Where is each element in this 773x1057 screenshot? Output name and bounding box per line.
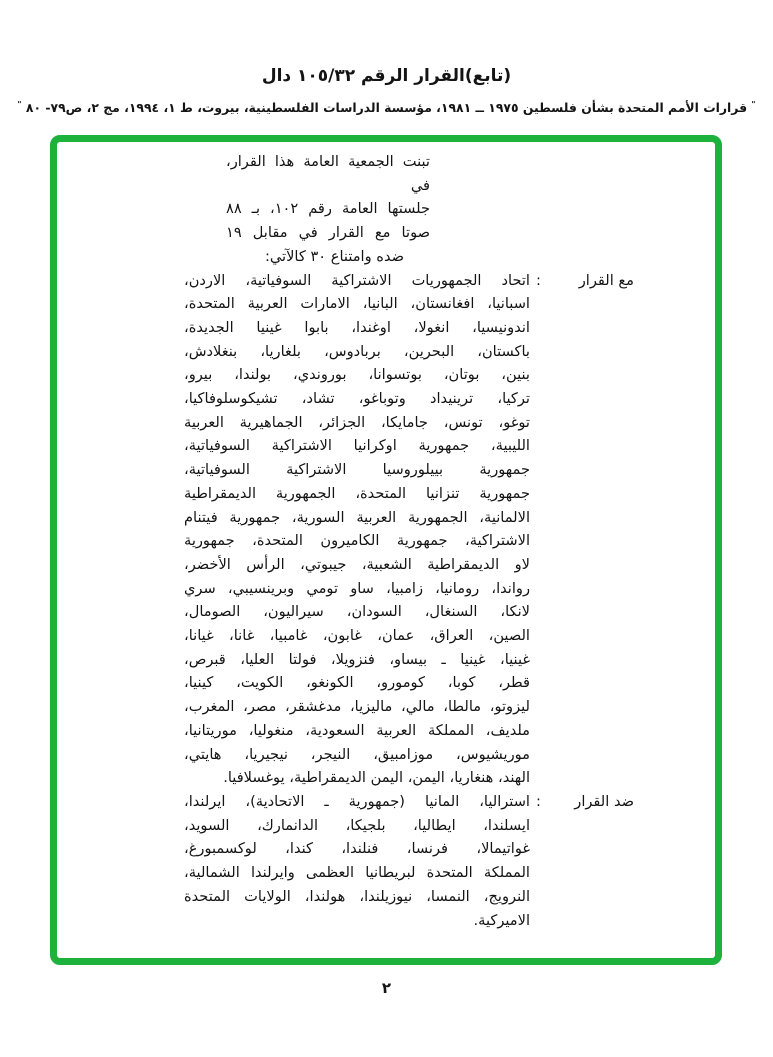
votes-against-list bbox=[184, 790, 530, 932]
text-line: باكستان، البحرين، بربادوس، بلغاريا، بنغلادش، bbox=[184, 342, 530, 360]
text-line: ملديف، المملكة العربية السعودية، منغوليا، موريتانيا، bbox=[184, 721, 530, 739]
section-label-for bbox=[536, 269, 634, 293]
text-line: موريشيوس، موزامبيق، النيجر، نيجيريا، هايتي، bbox=[184, 745, 530, 763]
text-line: لانكا، السنغال، السودان، سيراليون، الصومال، bbox=[184, 603, 530, 621]
text-line: بنين، بوتان، بوتسوانا، بوروندي، بولندا، بيرو، bbox=[184, 366, 530, 384]
section-votes-against bbox=[184, 790, 634, 932]
text-line: غواتيمالا، فرنسا، فنلندا، كندا، لوكسمبورغ، bbox=[184, 840, 530, 858]
page-title: (تابع)القرار الرقم ١٠٥/٣٢ دال bbox=[261, 66, 512, 86]
text-line: ليزوتو، مالطا، مالي، ماليزيا، مدغشقر، مصر، المغرب، bbox=[184, 698, 530, 716]
text-line: غينيا، غينيا ـ بيساو، فنزويلا، فولتا العليا، قبرص، bbox=[184, 650, 530, 668]
text-line: تركيا، ترينيداد وتوباغو، تشاد، تشيكوسلوفاكيا، bbox=[184, 390, 530, 408]
text-line: اسبانيا، افغانستان، البانيا، الامارات العربية المتحدة، bbox=[184, 295, 530, 313]
text-line: جمهورية تنزانيا المتحدة، الجمهورية الديمقراطية bbox=[184, 484, 530, 502]
source-citation bbox=[0, 100, 773, 115]
text-line: الصين، العراق، عمان، غابون، غامبيا، غانا، غيانا، bbox=[184, 627, 530, 645]
section-label-against bbox=[536, 790, 634, 814]
text-line: الليبية، جمهورية اوكرانيا الاشتراكية السوفياتية، bbox=[184, 437, 530, 455]
text-line: الاشتراكية، جمهورية الكاميرون المتحدة، جمهورية bbox=[184, 532, 530, 550]
section-label-text: ضد القرار bbox=[574, 792, 634, 810]
section-label-colon: : bbox=[536, 271, 541, 289]
section-label-text: مع القرار bbox=[578, 271, 634, 289]
citation-close-mark: " bbox=[17, 100, 22, 109]
text-line: قطر، كوبا، كومورو، الكونغو، الكويت، كينيا، bbox=[184, 674, 530, 692]
text-line: توغو، تونس، جامايكا، الجزائر، الجماهيرية العربية bbox=[184, 413, 530, 431]
text-line: النرويج، النمسا، نيوزيلندا، هولندا، الولايات المتحدة bbox=[184, 887, 530, 905]
intro-paragraph bbox=[226, 150, 430, 269]
text-line: استراليا، المانيا (جمهورية ـ الاتحادية)، ايرلندا، bbox=[184, 792, 530, 810]
votes-for-list bbox=[184, 269, 530, 790]
page-number: ٢ bbox=[381, 979, 392, 997]
section-votes-for bbox=[184, 269, 634, 790]
resolution-text bbox=[184, 150, 634, 932]
text-line: اتحاد الجمهوريات الاشتراكية السوفياتية، الاردن، bbox=[184, 271, 530, 289]
resolution-box bbox=[50, 135, 722, 965]
citation-open-mark: " bbox=[751, 100, 756, 109]
text-line: رواندا، رومانيا، زامبيا، ساو تومي وبرينسيبي، سري bbox=[184, 579, 530, 597]
text-line: الالمانية، الجمهورية العربية السورية، جمهورية فيتنام bbox=[184, 508, 530, 526]
text-line: ايسلندا، ايطاليا، بلجيكا، الدانمارك، السويد، bbox=[184, 816, 530, 834]
text-line: تبنت الجمعية العامة هذا القرار، في bbox=[226, 153, 430, 194]
citation-text: قرارات الأمم المتحدة بشأن فلسطين ١٩٧٥ ــ ١٩٨١، مؤسسة الدراسات الفلسطينية، بيروت، ط ١، ١٩٩٤، مج ٢، ص٧٩- ٨٠ bbox=[25, 100, 748, 116]
section-label-colon: : bbox=[536, 792, 541, 810]
text-line: ضده وامتناع ٣٠ كالآتي: bbox=[264, 247, 404, 265]
text-line: جمهورية بييلوروسيا الاشتراكية السوفياتية، bbox=[184, 461, 530, 479]
text-line: الاميركية. bbox=[473, 911, 530, 929]
text-line: اندونيسيا، انغولا، اوغندا، بابوا غينيا الجديدة، bbox=[184, 318, 530, 336]
text-line: لاو الديمقراطية الشعبية، جيبوتي، الرأس الأخضر، bbox=[184, 555, 530, 573]
text-line: المملكة المتحدة لبريطانيا العظمى وايرلندا الشمالية، bbox=[184, 864, 530, 882]
text-line: الهند، هنغاريا، اليمن، اليمن الديمقراطية، يوغسلافيا. bbox=[223, 769, 530, 787]
text-line: جلستها العامة رقم ١٠٢، بـ ٨٨ bbox=[226, 200, 431, 218]
text-line: صوتا مع القرار في مقابل ١٩ bbox=[226, 224, 430, 242]
